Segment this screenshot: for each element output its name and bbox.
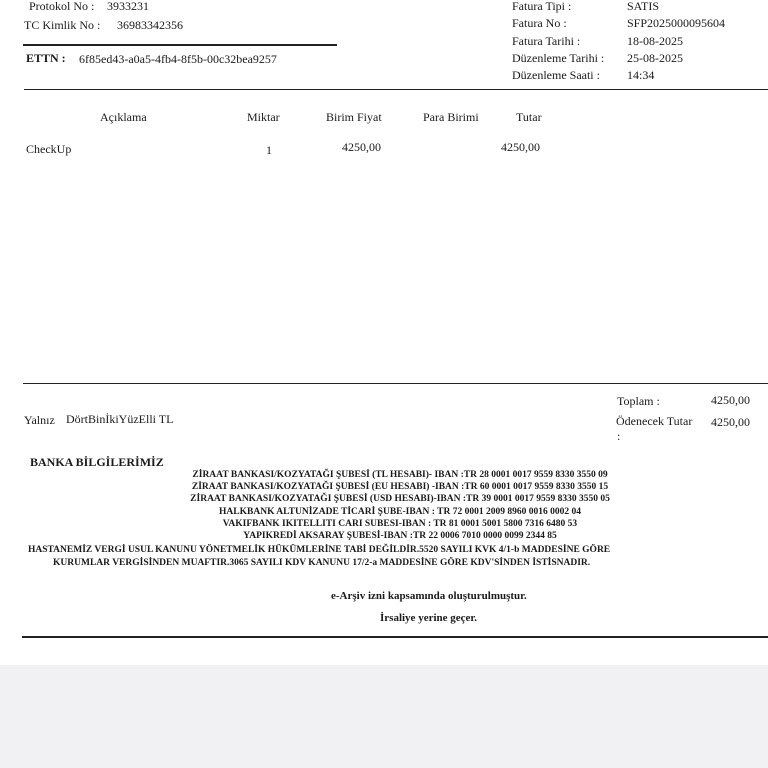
footer-divider: [22, 636, 768, 638]
column-header-tutar: Tutar: [516, 110, 542, 124]
bank-line-vakifbank: VAKIFBANK IKITELLITI CARI SUBESI-IBAN : TR 81 0001 5001 5800 7316 6480 53: [222, 519, 578, 529]
yalniz-value: DörtBinİkiYüzElli TL: [66, 412, 174, 426]
tc-kimlik-value: 36983342356: [117, 18, 183, 32]
duzenleme-tarihi-label: Düzenleme Tarihi :: [512, 51, 605, 65]
bank-line-halkbank: HALKBANK ALTUNİZADE TİCARİ ŞUBE-IBAN : TR 72 0001 2009 8960 0016 0002 04: [219, 507, 581, 517]
bank-line-ziraat-usd: ZİRAAT BANKASI/KOZYATAĞI ŞUBESİ (USD HESABI)-IBAN :TR 39 0001 0017 9559 8330 3550 05: [190, 494, 610, 504]
tax-exemption-line-1: HASTANEMİZ VERGİ USUL KANUNU YÖNETMELİK HÜKÜMLERİNE TABİ DEĞİLDİR.5520 SAYILI KVK 4/1-b MADDESİNE GÖRE: [28, 545, 611, 555]
protokol-value: 3933231: [107, 0, 149, 13]
column-header-para-birimi: Para Birimi: [423, 110, 479, 124]
toplam-label: Toplam :: [617, 394, 660, 408]
irsaliye-note: İrsaliye yerine geçer.: [380, 612, 478, 624]
odenecek-value: 4250,00: [711, 415, 750, 429]
column-header-birim-fiyat: Birim Fiyat: [326, 110, 382, 124]
fatura-tarihi-label: Fatura Tarihi :: [512, 34, 581, 48]
tax-exemption-line-2: KURUMLAR VERGİSİNDEN MUAFTIR.3065 SAYILI KDV KANUNU 17/2-a MADDESİNE GÖRE KDV'SİNDEN İSTİSNADIR.: [53, 558, 591, 568]
fatura-tarihi-value: 18-08-2025: [627, 34, 683, 48]
bank-line-ziraat-tl: ZİRAAT BANKASI/KOZYATAĞI ŞUBESİ (TL HESABI)- IBAN :TR 28 0001 0017 9559 8330 3550 09: [192, 470, 608, 480]
duzenleme-saati-value: 14:34: [627, 68, 655, 82]
fatura-tipi-value: SATIS: [627, 0, 660, 13]
fatura-no-value: SFP2025000095604: [627, 16, 726, 30]
row-aciklama: CheckUp: [26, 142, 72, 156]
odenecek-colon: :: [617, 429, 621, 443]
row-miktar: 1: [266, 143, 272, 157]
bank-line-ziraat-eu: ZİRAAT BANKASI/KOZYATAĞI ŞUBESİ (EU HESABI) -IBAN :TR 60 0001 0017 9559 8330 3550 15: [191, 482, 609, 492]
toplam-value: 4250,00: [711, 393, 750, 407]
yalniz-label: Yalnız: [24, 413, 55, 427]
header-divider-full: [24, 89, 768, 90]
protokol-label: Protokol No :: [29, 0, 95, 13]
odenecek-label: Ödenecek Tutar: [616, 414, 693, 428]
bank-title: BANKA BİLGİLERİMİZ: [30, 455, 164, 469]
e-arsiv-note: e-Arşiv izni kapsamında oluşturulmuştur.: [331, 590, 527, 602]
fatura-no-label: Fatura No :: [512, 16, 567, 30]
column-header-miktar: Miktar: [247, 110, 280, 124]
table-bottom-divider: [23, 383, 768, 384]
bank-line-yapikredi: YAPIKREDİ AKSARAY ŞUBESİ-IBAN :TR 22 0006 7010 0000 0099 2344 85: [243, 531, 557, 541]
tc-kimlik-label: TC Kimlik No :: [24, 18, 101, 32]
duzenleme-saati-label: Düzenleme Saati :: [512, 68, 600, 82]
fatura-tipi-label: Fatura Tipi :: [512, 0, 572, 13]
ettn-value: 6f85ed43-a0a5-4fb4-8f5b-00c32bea9257: [79, 52, 277, 66]
ettn-label: ETTN :: [26, 51, 66, 65]
column-header-aciklama: Açıklama: [100, 110, 147, 124]
header-divider-short: [23, 44, 337, 46]
duzenleme-tarihi-value: 25-08-2025: [627, 51, 683, 65]
row-tutar: 4250,00: [501, 140, 540, 154]
row-birim-fiyat: 4250,00: [342, 140, 381, 154]
